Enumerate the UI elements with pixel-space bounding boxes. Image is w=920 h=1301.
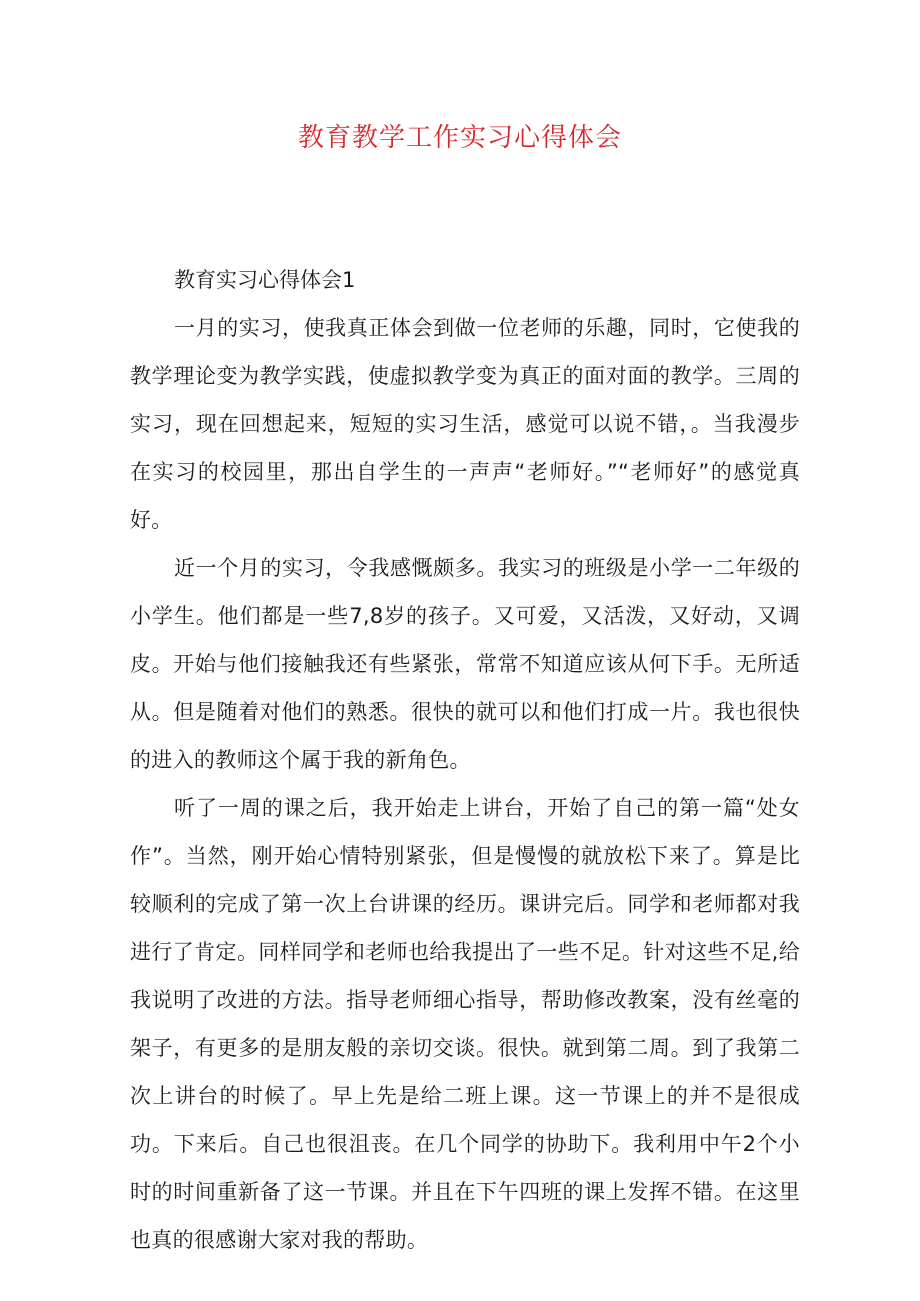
paragraph-2: 近一个月的实习，令我感慨颇多。我实习的班级是小学一二年级的小学生。他们都是一些7,8岁的孩子。又可爱，又活泼，又好动，又调皮。开始与他们接触我还有些紧张，常常不知道应该从何下手。无所适从。但是随着对他们的熟悉。很快的就可以和他们打成一片。我也很快的进入的教师这个属于我的新角色。 [130,556,800,772]
document-title: 教育教学工作实习心得体会 [297,123,622,153]
paragraph-1: 一月的实习，使我真正体会到做一位老师的乐趣，同时，它使我的教学理论变为教学实践，使虚拟教学变为真正的面对面的教学。三周的实习，现在回想起来，短短的实习生活，感觉可以说不错，。当我漫步在实习的校园里，那出自学生的一声声“老师好。”“老师好”的感觉真好。 [130,316,800,532]
document-body [130,256,800,1264]
section-heading: 教育实习心得体会1 [174,268,356,292]
paragraph-3: 听了一周的课之后，我开始走上讲台，开始了自己的第一篇“处女作”。当然，刚开始心情特别紧张，但是慢慢的就放松下来了。算是比较顺利的完成了第一次上台讲课的经历。课讲完后。同学和老师都对我进行了肯定。同样同学和老师也给我提出了一些不足。针对这些不足,给我说明了改进的方法。指导老师细心指导，帮助修改教案，没有丝毫的架子，有更多的是朋友般的亲切交谈。很快。就到第二周。到了我第二次上讲台的时候了。早上先是给二班上课。这一节课上的并不是很成功。下来后。自己也很沮丧。在几个同学的协助下。我利用中午2个小时的时间重新备了这一节课。并且在下午四班的课上发挥不错。在这里也真的很感谢大家对我的帮助。 [130,796,800,1252]
